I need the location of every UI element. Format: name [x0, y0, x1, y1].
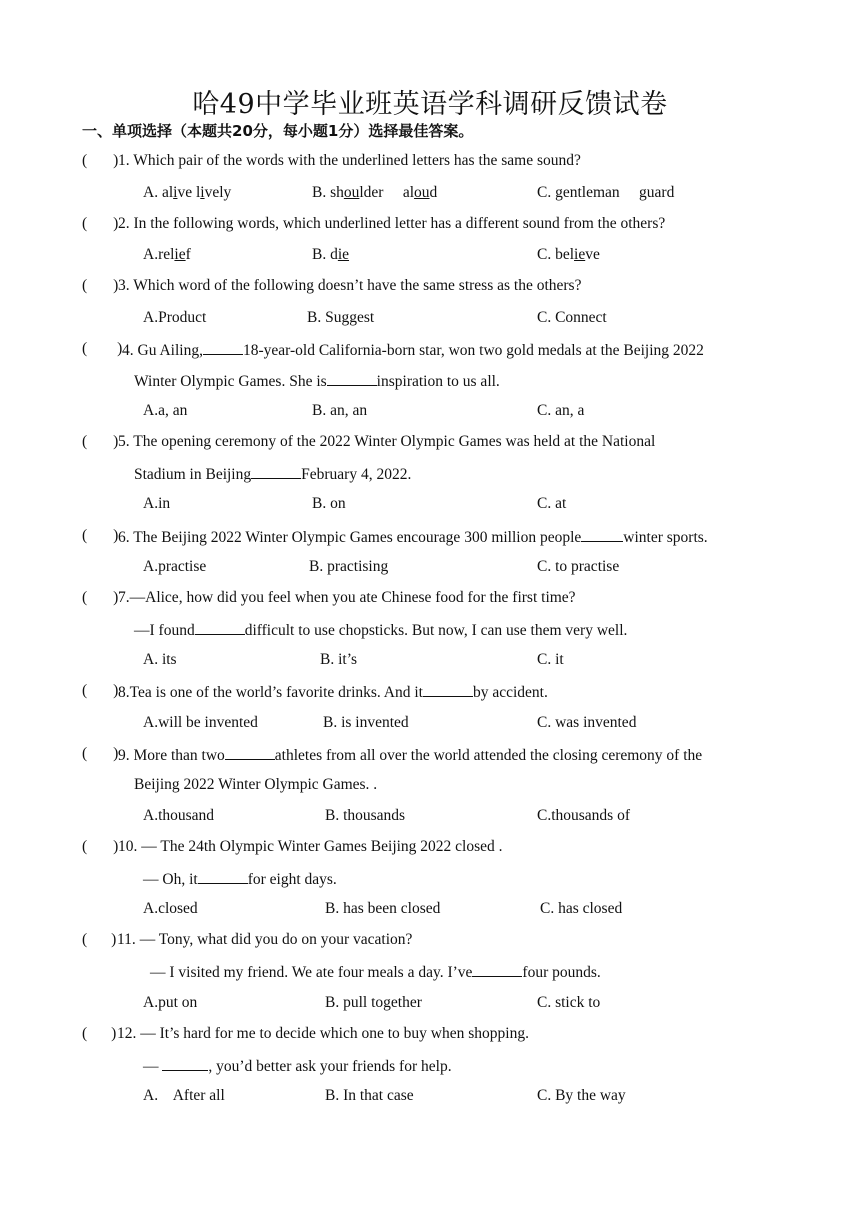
- option-8a: A.will be invented: [143, 714, 258, 731]
- option-10c: C. has closed: [540, 900, 623, 917]
- option-1b: B. shoulder aloud: [312, 184, 438, 201]
- question-9-cont: Beijing 2022 Winter Olympic Games. .: [134, 776, 378, 793]
- question-5-cont: Stadium in Beijing February 4, 2022.: [134, 466, 412, 483]
- answer-paren[interactable]: ( ): [82, 1025, 117, 1042]
- answer-paren[interactable]: ( ): [82, 589, 119, 606]
- option-2b: B. die: [312, 246, 350, 263]
- option-7c: C. it: [537, 651, 564, 668]
- option-5c: C. at: [537, 495, 567, 512]
- option-11b: B. pull together: [325, 994, 422, 1011]
- option-11c: C. stick to: [537, 994, 601, 1011]
- answer-paren[interactable]: ( ): [82, 277, 119, 294]
- question-10: 10. — The 24th Olympic Winter Games Beijing 2022 closed .: [118, 838, 503, 855]
- question-11-cont: — I visited my friend. We ate four meals a day. I’ve four pounds.: [150, 964, 601, 981]
- question-8: 8.Tea is one of the world’s favorite drinks. And it by accident.: [118, 684, 548, 701]
- question-5: 5. The opening ceremony of the 2022 Winter Olympic Games was held at the National: [118, 433, 656, 450]
- option-3a: A.Product: [143, 309, 207, 326]
- answer-blank[interactable]: [251, 464, 301, 479]
- page-title: 哈49中学毕业班英语学科调研反馈试卷: [192, 89, 668, 120]
- question-7-cont: —I found difficult to use chopsticks. But now, I can use them very well.: [134, 622, 628, 639]
- section-heading: 一、单项选择（本题共20分，每小题1分）选择最佳答案。: [82, 122, 474, 140]
- answer-blank[interactable]: [225, 745, 275, 760]
- option-12b: B. In that case: [325, 1087, 414, 1104]
- answer-paren[interactable]: ( ): [82, 152, 119, 169]
- answer-blank[interactable]: [203, 340, 243, 355]
- option-6b: B. practising: [309, 558, 389, 575]
- question-2: 2. In the following words, which underlined letter has a different sound from the others?: [118, 215, 666, 232]
- answer-blank[interactable]: [198, 869, 248, 884]
- option-9b: B. thousands: [325, 807, 406, 824]
- option-4c: C. an, a: [537, 402, 585, 419]
- question-1: 1. Which pair of the words with the underlined letters has the same sound?: [118, 152, 581, 169]
- option-7a: A. its: [143, 651, 177, 668]
- option-5b: B. on: [312, 495, 346, 512]
- option-3c: C. Connect: [537, 309, 607, 326]
- question-10-cont: — Oh, it for eight days.: [143, 871, 337, 888]
- option-6a: A.practise: [143, 558, 207, 575]
- option-8b: B. is invented: [323, 714, 409, 731]
- answer-blank[interactable]: [581, 527, 623, 542]
- option-2c: C. believe: [537, 246, 600, 263]
- answer-paren[interactable]: ( ): [82, 433, 119, 450]
- answer-blank[interactable]: [423, 682, 473, 697]
- option-12c: C. By the way: [537, 1087, 626, 1104]
- option-6c: C. to practise: [537, 558, 620, 575]
- answer-paren[interactable]: ( ): [82, 682, 119, 699]
- option-5a: A.in: [143, 495, 171, 512]
- option-7b: B. it’s: [320, 651, 358, 668]
- option-2a: A.relief: [143, 246, 191, 263]
- question-11: 11. — Tony, what did you do on your vacation?: [117, 931, 413, 948]
- question-4: 4. Gu Ailing, 18-year-old California-born star, won two gold medals at the Beijing 2022: [122, 342, 704, 359]
- question-12: 12. — It’s hard for me to decide which one to buy when shopping.: [117, 1025, 529, 1042]
- answer-paren[interactable]: ( ): [82, 838, 119, 855]
- question-7: 7.—Alice, how did you feel when you ate Chinese food for the first time?: [118, 589, 576, 606]
- question-12-cont: — , you’d better ask your friends for help.: [143, 1058, 452, 1075]
- question-9: 9. More than two athletes from all over the world attended the closing ceremony of the: [118, 747, 703, 764]
- question-6: 6. The Beijing 2022 Winter Olympic Games encourage 300 million people winter sports.: [118, 529, 708, 546]
- option-12a: A. After all: [143, 1087, 225, 1104]
- option-10a: A.closed: [143, 900, 198, 917]
- option-11a: A.put on: [143, 994, 198, 1011]
- answer-blank[interactable]: [195, 620, 245, 635]
- answer-paren[interactable]: ( ): [82, 931, 117, 948]
- answer-blank[interactable]: [472, 962, 522, 977]
- option-3b: B. Suggest: [307, 309, 375, 326]
- question-4-cont: Winter Olympic Games. She is inspiration to us all.: [134, 373, 500, 390]
- answer-paren[interactable]: ( ): [82, 340, 123, 357]
- answer-paren[interactable]: ( ): [82, 745, 119, 762]
- question-3: 3. Which word of the following doesn’t have the same stress as the others?: [118, 277, 582, 294]
- answer-paren[interactable]: ( ): [82, 215, 119, 232]
- answer-paren[interactable]: ( ): [82, 527, 119, 544]
- option-1a: A. alive lively: [143, 184, 232, 201]
- option-9c: C.thousands of: [537, 807, 630, 824]
- answer-blank[interactable]: [327, 371, 377, 386]
- option-8c: C. was invented: [537, 714, 637, 731]
- answer-blank[interactable]: [162, 1056, 208, 1071]
- option-1c: C. gentleman guard: [537, 184, 675, 201]
- option-10b: B. has been closed: [325, 900, 441, 917]
- option-4b: B. an, an: [312, 402, 368, 419]
- option-4a: A.a, an: [143, 402, 188, 419]
- option-9a: A.thousand: [143, 807, 215, 824]
